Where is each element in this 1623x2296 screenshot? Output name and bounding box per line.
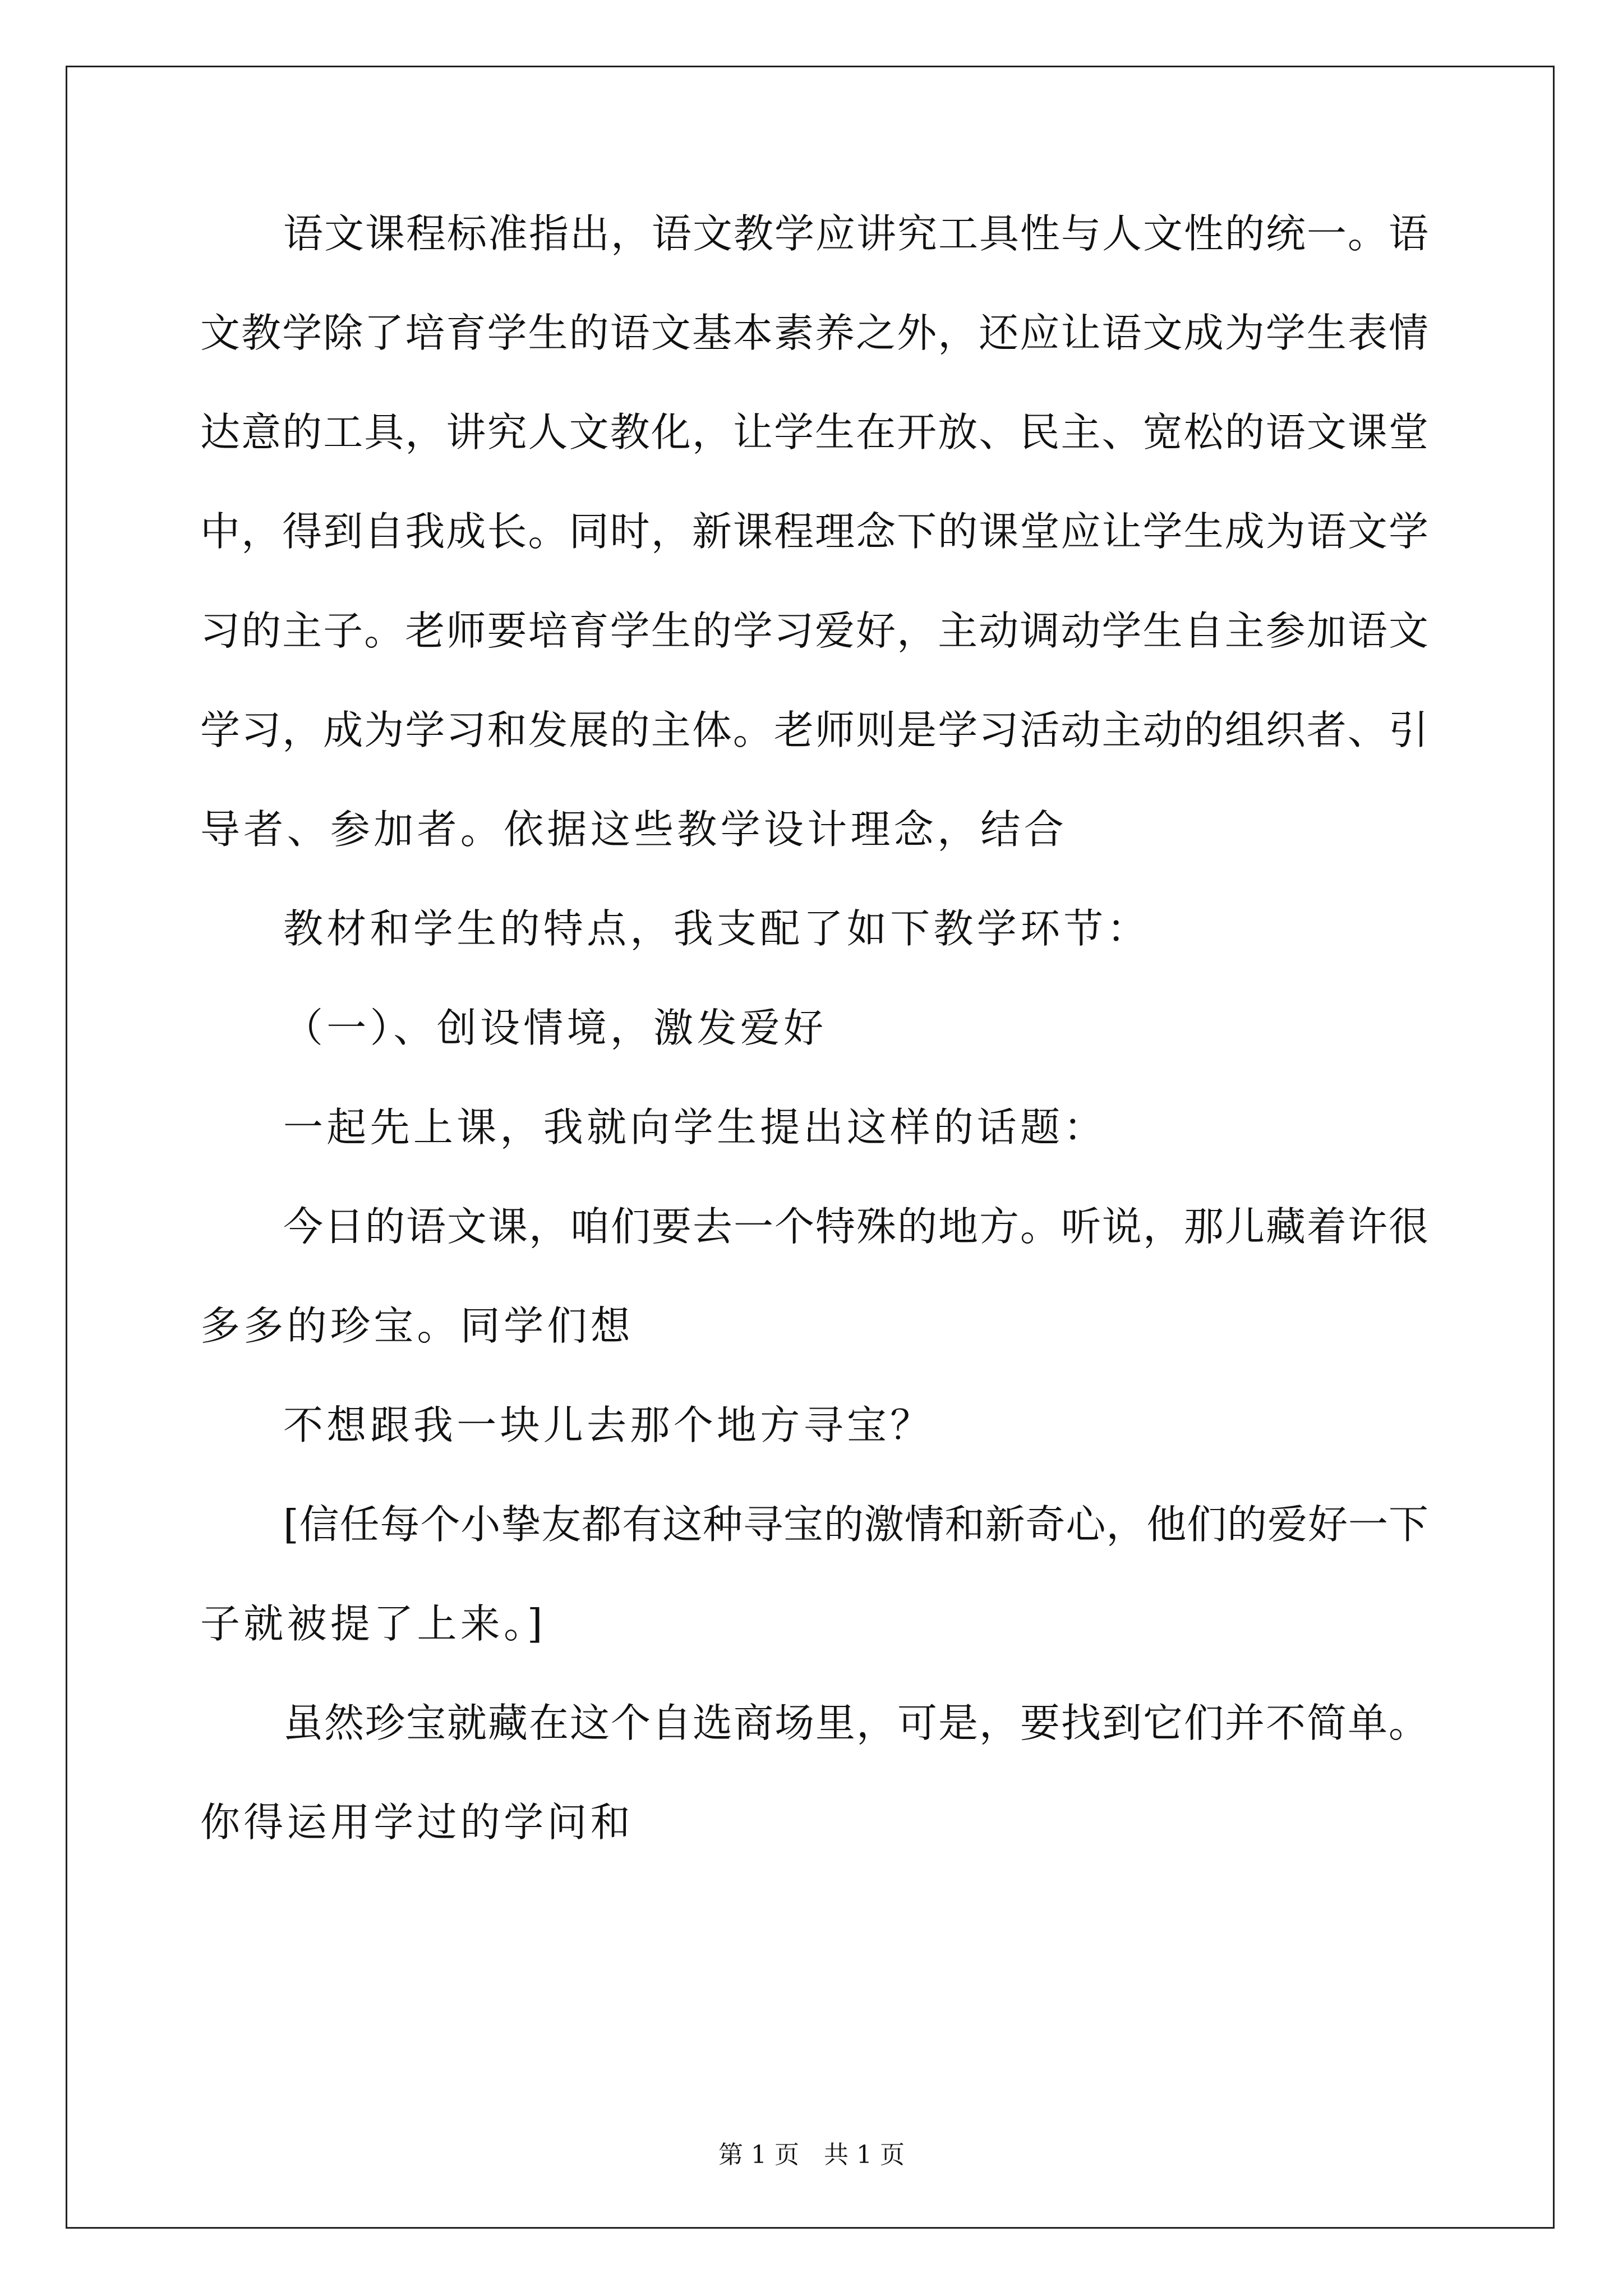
paragraph-line: 一起先上课，我就向学生提出这样的话题：	[283, 1104, 1107, 1151]
paragraph-line: 习的主子。老师要培育学生的学习爱好，主动调动学生自主参加语文	[200, 608, 1428, 654]
page-number-footer: 第 1 页 共 1 页	[718, 2141, 905, 2169]
paragraph-line: [信任每个小挚友都有这种寻宝的激情和新奇心，他们的爱好一下	[283, 1501, 1428, 1548]
paragraph-line: 不想跟我一块儿去那个地方寻宝？	[283, 1402, 934, 1448]
paragraph-line: 今日的语文课，咱们要去一个特殊的地方。听说，那儿藏着许很	[283, 1203, 1428, 1250]
section-heading: （一）、创设情境，激发爱好	[283, 1005, 827, 1051]
paragraph-line: 语文课程标准指出，语文教学应讲究工具性与人文性的统一。语	[283, 210, 1428, 257]
paragraph-line: 中，得到自我成长。同时，新课程理念下的课堂应让学生成为语文学	[200, 508, 1428, 555]
paragraph-line: 你得运用学过的学问和	[200, 1799, 634, 1846]
paragraph-line: 多多的珍宝。同学们想	[200, 1303, 634, 1349]
document-body	[200, 208, 1428, 1895]
paragraph-line: 文教学除了培育学生的语文基本素养之外，还应让语文成为学生表情	[200, 310, 1428, 356]
paragraph-line: 达意的工具，讲究人文教化，让学生在开放、民主、宽松的语文课堂	[200, 409, 1428, 455]
paragraph-line: 子就被提了上来。]	[200, 1600, 546, 1647]
paragraph-line: 导者、参加者。依据这些教学设计理念，结合	[200, 806, 1068, 853]
paragraph-line: 虽然珍宝就藏在这个自选商场里，可是，要找到它们并不简单。	[283, 1700, 1428, 1746]
paragraph-line: 教材和学生的特点，我支配了如下教学环节：	[283, 905, 1151, 952]
paragraph-line: 学习，成为学习和发展的主体。老师则是学习活动主动的组织者、引	[200, 707, 1428, 753]
